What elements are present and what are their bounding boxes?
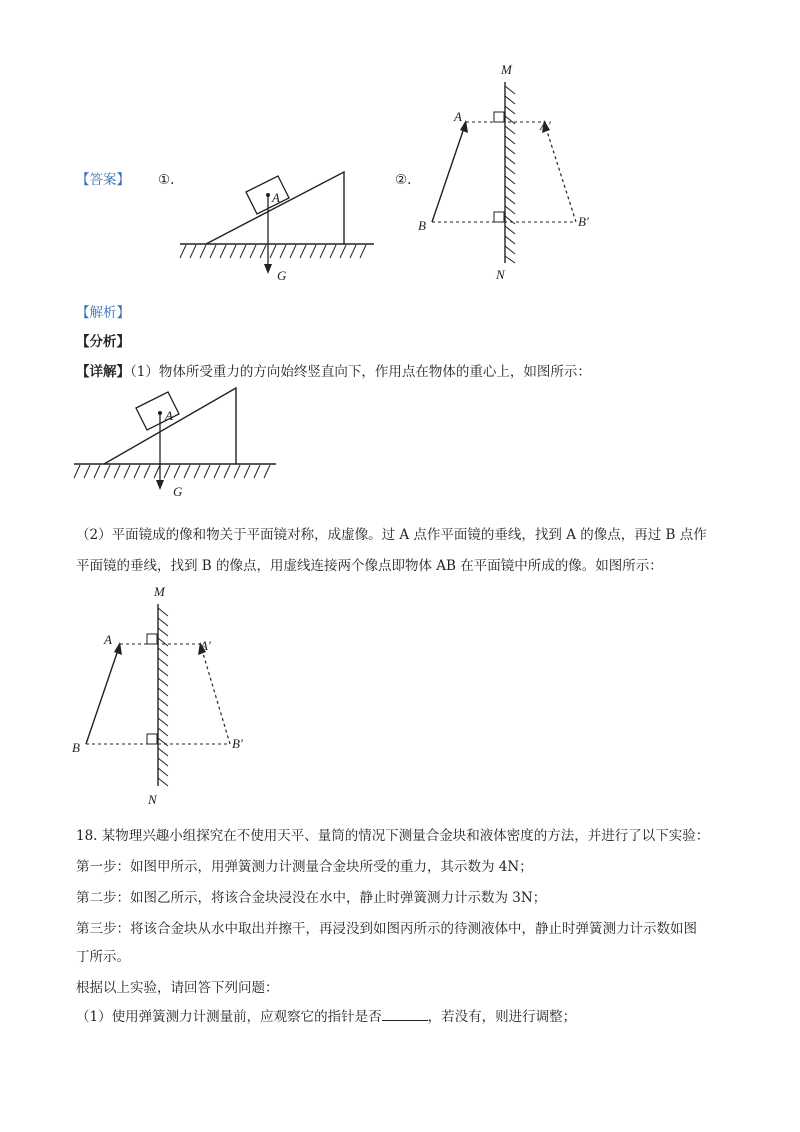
answer-blank[interactable] [382,1006,428,1021]
part-1-text-before: （1）使用弹簧测力计测量前，应观察它的指针是否 [76,1009,382,1025]
image-label-b-prime: B′ [578,214,589,229]
question-18-step-3b: 丁所示。 [76,949,130,965]
object-ab-arrow [432,128,464,222]
part-1-text-after: ，若没有，则进行调整； [427,1009,577,1025]
right-angle-mark-bottom [494,212,504,222]
answer-marker-1: ①. [158,172,175,188]
ground-line [74,464,276,478]
answer-marker-2: ②. [395,172,412,188]
mirror-hatching [158,608,168,786]
mirror-diagram-answer [410,58,590,283]
mirror-label-n: N [496,267,505,282]
image-label-b-prime: B′ [232,736,243,751]
mirror-label-m: M [154,584,165,599]
question-18-step-2: 第二步：如图乙所示，将该合金块浸没在水中，静止时弹簧测力计示数为 3N； [76,890,547,906]
incline-diagram-detail [70,380,280,500]
image-label-a-prime: A′ [540,118,551,133]
answer-tag: 【答案】 [76,172,130,188]
incline-diagram-answer [176,160,376,290]
object-ab-arrow [86,650,118,744]
right-angle-mark-top [147,634,157,644]
question-18-step-1: 第一步：如图甲所示，用弹簧测力计测量合金块所受的重力，其示数为 4N； [76,859,533,875]
mirror-diagram-detail [62,578,262,810]
point-label-b: B [418,218,426,233]
point-label-b: B [72,740,80,755]
question-18-part-1 [76,1006,576,1027]
gravity-arrowhead [264,264,272,274]
ground-line [180,244,374,258]
right-angle-mark-top [494,112,504,122]
image-ab-arrow [546,128,576,222]
right-angle-mark-bottom [147,734,157,744]
question-18-step-3a: 第三步：将该合金块从水中取出并擦干，再浸没到如图丙所示的待测液体中，静止时弹簧测力计示数如图 [76,921,697,937]
detail-line-1 [76,362,591,382]
image-ab-arrow [202,650,230,744]
detail-line-2b: 平面镜的垂线，找到 B 的像点，用虚线连接两个像点即物体 AB 在平面镜中所成的像。如图所示： [76,558,663,574]
point-label-a: A [104,632,112,647]
point-label-a: A [454,109,462,124]
analysis-tag: 【解析】 [76,305,130,321]
mirror-label-n: N [148,792,157,807]
fenxi-tag: 【分析】 [76,334,130,350]
image-label-a-prime: A′ [200,638,211,653]
gravity-arrowhead [156,480,164,490]
detail-line-2a: （2）平面镜成的像和物关于平面镜对称，成虚像。过 A 点作平面镜的垂线，找到 A 的像点，再过 B 点作 [76,527,707,543]
question-18-prompt: 根据以上实验，请回答下列问题： [76,980,279,996]
force-label-g: G [277,268,287,283]
mirror-label-m: M [501,62,512,77]
point-label-a: A [165,408,173,423]
detail-text-1: （1）物体所受重力的方向始终竖直向下，作用点在物体的重心上，如图所示： [130,364,591,380]
question-18-intro: 18. 某物理兴趣小组探究在不使用天平、量筒的情况下测量合金块和液体密度的方法，并进行了以下实验： [76,828,710,844]
xiangjie-tag: 【详解】 [76,364,130,380]
mirror-hatching [505,86,515,263]
point-label-a: A [272,190,280,205]
force-label-g: G [173,484,183,499]
